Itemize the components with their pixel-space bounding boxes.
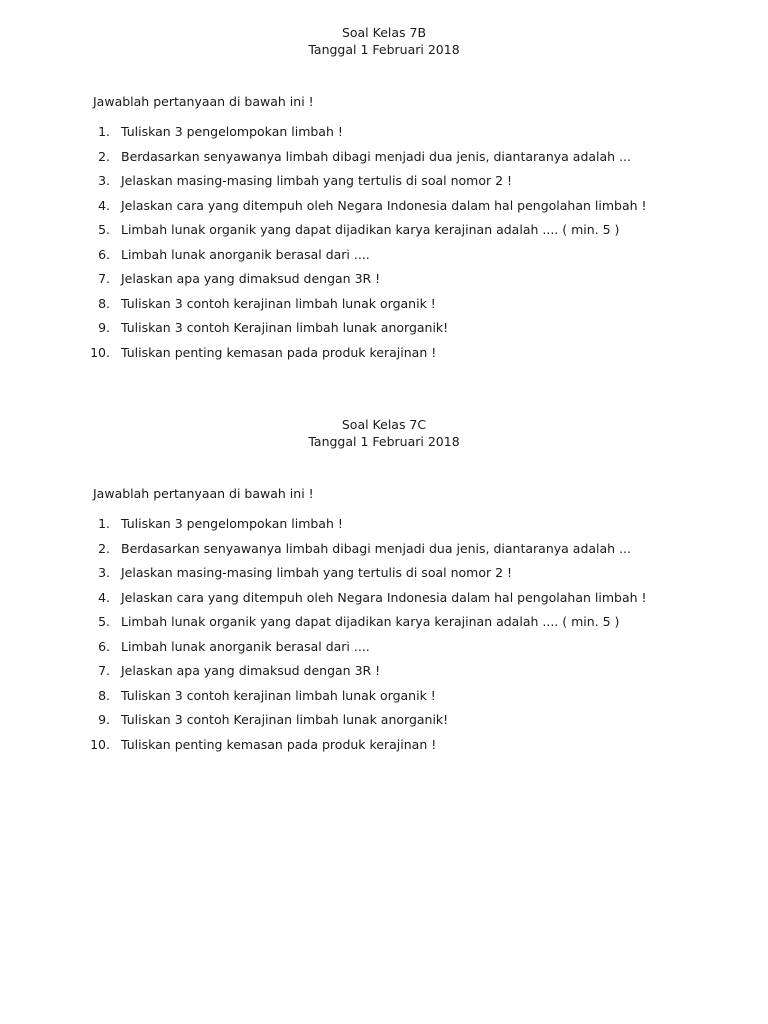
question-text: Tuliskan 3 contoh Kerajinan limbah lunak anorganik! (121, 320, 449, 335)
section-date: Tanggal 1 Februari 2018 (308, 42, 460, 57)
question-text: Tuliskan penting kemasan pada produk kerajinan ! (121, 344, 437, 360)
question-text: Tuliskan 3 contoh Kerajinan limbah lunak anorganik! (121, 712, 449, 727)
question-text: Limbah lunak organik yang dapat dijadikan karya kerajinan adalah .... ( min. 5 ) (121, 222, 620, 237)
question-number: 5. (98, 614, 110, 629)
question-text: Jelaskan cara yang ditempuh oleh Negara Indonesia dalam hal pengolahan limbah ! (121, 197, 647, 213)
question-number: 4. (98, 589, 110, 605)
exam-section-7b (0, 24, 768, 360)
question-number: 10. (90, 736, 110, 752)
question-text: Jelaskan masing-masing limbah yang tertulis di soal nomor 2 ! (121, 565, 513, 580)
question-number: 6. (98, 246, 110, 262)
question-text: Tuliskan 3 pengelompokan limbah ! (121, 124, 343, 139)
question-number: 9. (98, 712, 110, 727)
question-text: Tuliskan penting kemasan pada produk kerajinan ! (121, 736, 437, 752)
question-text: Limbah lunak anorganik berasal dari .... (121, 638, 370, 654)
question-number: 7. (98, 271, 110, 286)
instruction-text: Jawablah pertanyaan di bawah ini ! (93, 94, 314, 109)
question-text: Berdasarkan senyawanya limbah dibagi menjadi dua jenis, diantaranya adalah ... (121, 540, 631, 556)
question-text: Limbah lunak organik yang dapat dijadikan karya kerajinan adalah .... ( min. 5 ) (121, 614, 620, 629)
question-number: 2. (98, 540, 110, 556)
question-text: Berdasarkan senyawanya limbah dibagi menjadi dua jenis, diantaranya adalah ... (121, 148, 631, 164)
section-title: Soal Kelas 7B (341, 25, 427, 40)
question-number: 8. (98, 687, 110, 703)
question-number: 8. (98, 295, 110, 311)
section-title: Soal Kelas 7C (341, 417, 427, 432)
question-text: Tuliskan 3 contoh kerajinan limbah lunak organik ! (121, 687, 436, 703)
question-number: 10. (90, 344, 110, 360)
exam-section-7c (0, 416, 768, 752)
question-number: 1. (98, 124, 110, 139)
question-number: 1. (98, 516, 110, 531)
question-text: Jelaskan masing-masing limbah yang tertulis di soal nomor 2 ! (121, 173, 513, 188)
question-text: Tuliskan 3 contoh kerajinan limbah lunak organik ! (121, 295, 436, 311)
question-text: Jelaskan cara yang ditempuh oleh Negara Indonesia dalam hal pengolahan limbah ! (121, 589, 647, 605)
question-number: 3. (98, 173, 110, 188)
question-number: 7. (98, 663, 110, 678)
question-text: Jelaskan apa yang dimaksud dengan 3R ! (121, 663, 381, 678)
question-number: 5. (98, 222, 110, 237)
question-number: 6. (98, 638, 110, 654)
question-text: Limbah lunak anorganik berasal dari .... (121, 246, 370, 262)
question-number: 9. (98, 320, 110, 335)
question-text: Tuliskan 3 pengelompokan limbah ! (121, 516, 343, 531)
question-text: Jelaskan apa yang dimaksud dengan 3R ! (121, 271, 381, 286)
question-number: 2. (98, 148, 110, 164)
question-number: 3. (98, 565, 110, 580)
section-date: Tanggal 1 Februari 2018 (308, 434, 460, 449)
question-number: 4. (98, 197, 110, 213)
instruction-text: Jawablah pertanyaan di bawah ini ! (93, 486, 314, 501)
